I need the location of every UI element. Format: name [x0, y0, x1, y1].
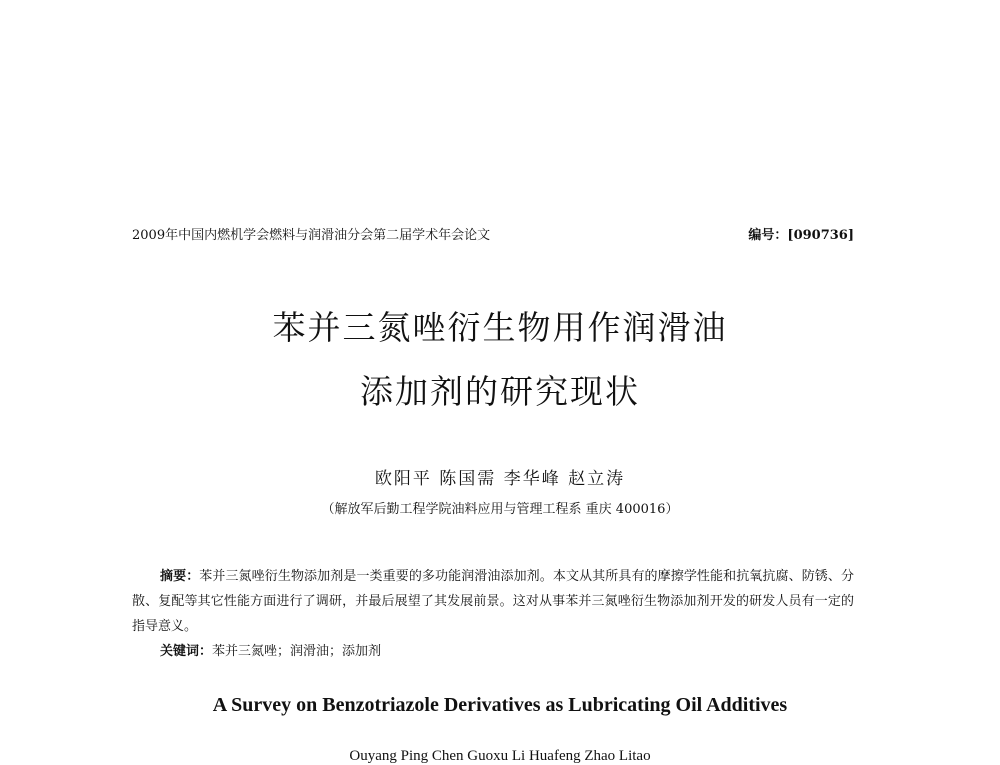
paper-title-line-1: 苯并三氮唑衍生物用作润滑油 [272, 308, 728, 347]
abstract-label: 摘要： [160, 569, 200, 584]
authors: 欧阳平 陈国需 李华峰 赵立涛 [374, 469, 626, 489]
paper-number: 编号：[090736] [748, 228, 854, 243]
keywords-text: 苯并三氮唑；润滑油；添加剂 [212, 644, 382, 659]
paper-title-line-2: 添加剂的研究现状 [360, 372, 640, 411]
affiliation: （解放军后勤工程学院油料应用与管理工程系 重庆 400016） [321, 502, 679, 517]
english-authors: Ouyang Ping Chen Guoxu Li Huafeng Zhao Litao [349, 748, 651, 764]
conference-name: 2009年中国内燃机学会燃料与润滑油分会第二届学术年会论文 [132, 228, 491, 243]
keywords [160, 640, 381, 659]
english-title: A Survey on Benzotriazole Derivatives as Lubricating Oil Additives [212, 694, 788, 716]
header-line [132, 224, 854, 243]
keywords-label: 关键词： [160, 644, 213, 659]
abstract [132, 564, 854, 639]
abstract-text: 苯并三氮唑衍生物添加剂是一类重要的多功能润滑油添加剂。本文从其所具有的摩擦学性能和抗氧抗腐、防锈、分散、复配等其它性能方面进行了调研，并最后展望了其发展前景。这对从事苯并三氮唑衍生物添加剂开发的研发人员有一定的指导意义。 [132, 569, 854, 634]
